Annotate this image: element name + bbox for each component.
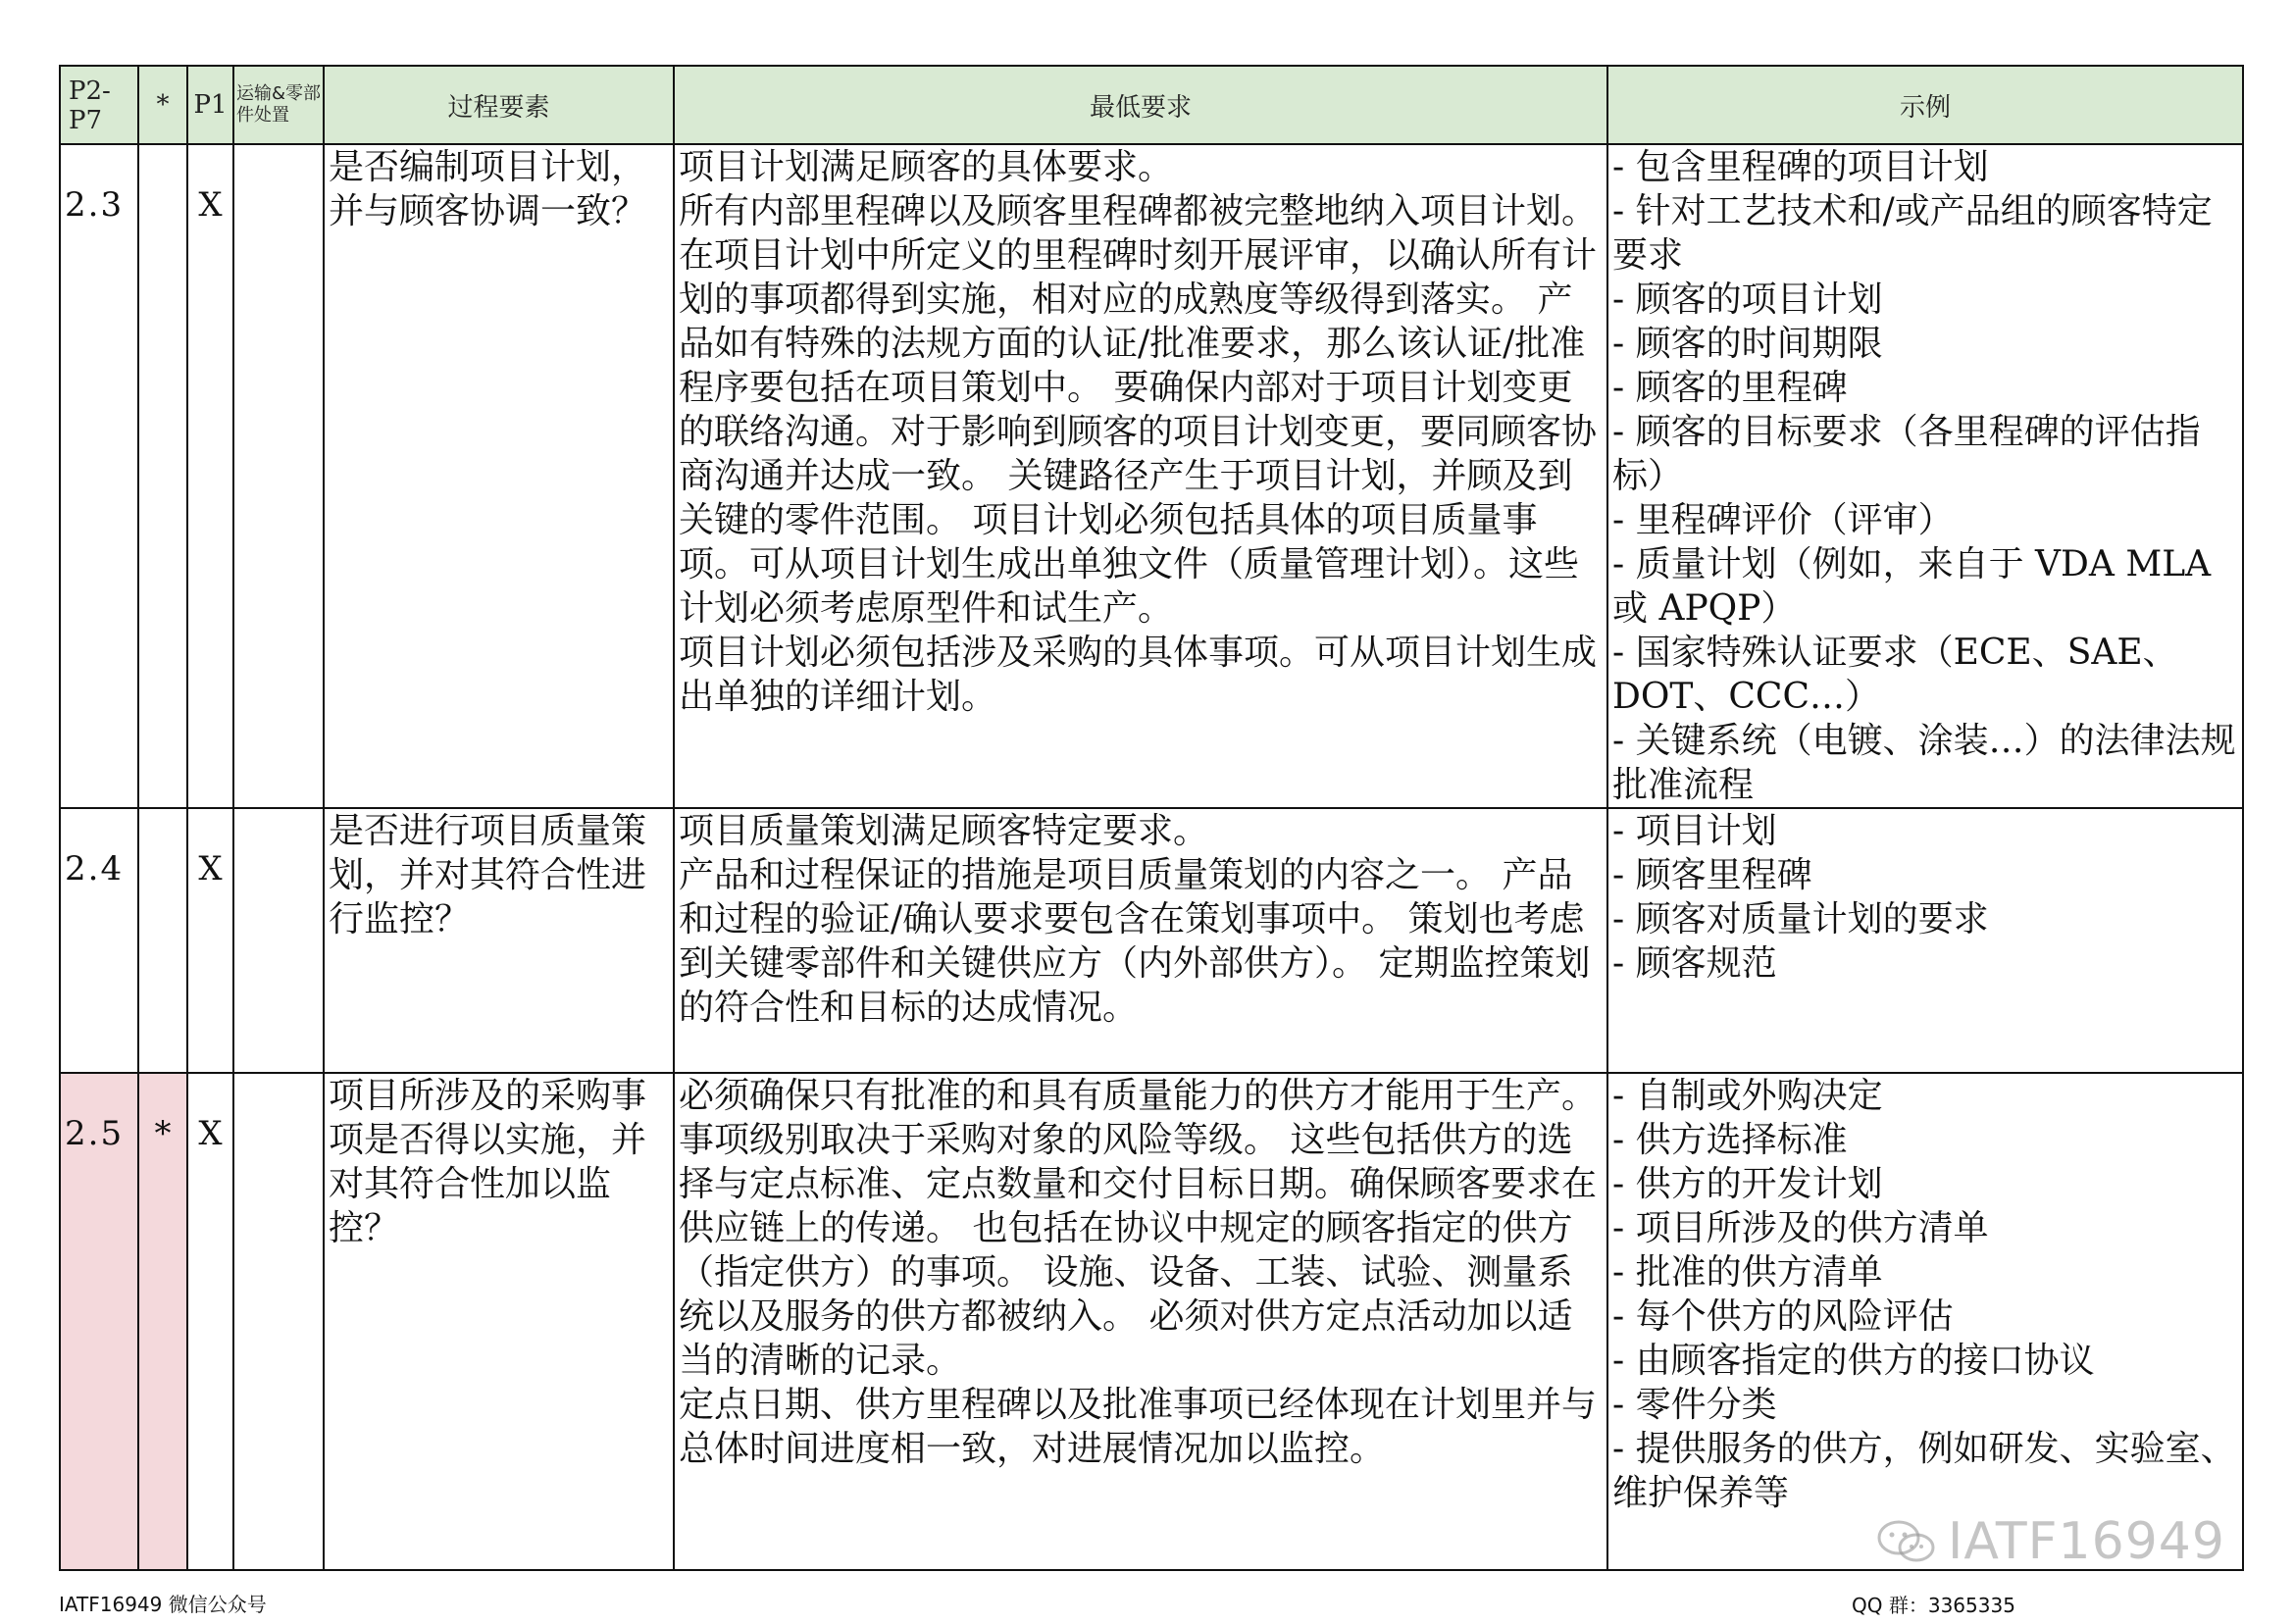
min-req-para: 产品和过程保证的措施是项目质量策划的内容之一。 产品和过程的验证/确认要求要包含在策划事项中。 策划也考虑到关键零部件和关键供应方（内外部供方）。 定期监控策划的符合性和目标的达成情况。 <box>679 855 1591 1028</box>
row-examples <box>1607 1073 2243 1570</box>
row-id: 2.5 <box>60 1073 138 1570</box>
example-item: - 每个供方的风险评估 <box>1612 1296 1954 1337</box>
footer-left: IATF16949 微信公众号 <box>59 1593 267 1616</box>
min-req-para: 事项级别取决于采购对象的风险等级。 这些包括供方的选择与定点标准、定点数量和交付目标日期。确保顾客要求在供应链上的传递。 也包括在协议中规定的顾客指定的供方（指定供方）的事项。 设施、设备、工装、试验、测量系统以及服务的供方都被纳入。 必须对供方定点活动加以适当的清晰的记录。 <box>679 1120 1598 1381</box>
row-process <box>324 1073 674 1570</box>
example-item: - 由顾客指定的供方的接口协议 <box>1612 1341 2095 1381</box>
example-item: - 零件分类 <box>1612 1385 1777 1425</box>
min-req-para: 项目质量策划满足顾客特定要求。 <box>679 811 1209 851</box>
table-header-row <box>60 66 2243 144</box>
row-p1: X <box>187 1073 233 1570</box>
header-process: 过程要素 <box>324 66 674 144</box>
example-item: - 顾客的里程碑 <box>1612 368 1848 408</box>
watermark-text: IATF16949 <box>1948 1512 2225 1571</box>
example-item: - 关键系统（电镀、涂装…）的法律法规批准流程 <box>1612 721 2236 805</box>
header-transport: 运输&零部件处置 <box>233 66 324 144</box>
wechat-icon <box>1875 1518 1938 1565</box>
min-req-para: 所有内部里程碑以及顾客里程碑都被完整地纳入项目计划。 在项目计划中所定义的里程碑时刻开展评审，以确认所有计划的事项都得到实施，相对应的成熟度等级得到落实。 产品如有特殊的法规方面的认证/批准要求，那么该认证/批准程序要包括在项目策划中。 要确保内部对于项目计划变更的联络沟通。对于影响到顾客的项目计划变更，要同顾客协商沟通并达成一致。 关键路径产生于项目计划，并顾及到关键的零件范围。 项目计划必须包括具体的项目质量事项。可从项目计划生成出单独文件（质量管理计划）。这些计划必须考虑原型件和试生产。 <box>679 191 1598 629</box>
example-item: - 供方的开发计划 <box>1612 1164 1883 1204</box>
row-p1: X <box>187 808 233 1073</box>
example-item: - 顾客的项目计划 <box>1612 279 1883 320</box>
header-p1: P1 <box>187 66 233 144</box>
audit-table <box>59 65 2244 1571</box>
example-item: - 针对工艺技术和/或产品组的顾客特定要求 <box>1612 191 2213 276</box>
row-examples <box>1607 808 2243 1073</box>
process-text: 是否编制项目计划，并与顾客协调一致？ <box>329 147 647 231</box>
example-item: - 项目计划 <box>1612 811 1777 851</box>
header-p2-p7: P2-P7 <box>60 66 138 144</box>
example-item: - 国家特殊认证要求（ECE、SAE、DOT、CCC…） <box>1612 633 2178 717</box>
row-id: 2.4 <box>60 808 138 1073</box>
example-item: - 顾客的目标要求（各里程碑的评估指标） <box>1612 412 2201 496</box>
row-min-req <box>674 144 1607 808</box>
min-req-para: 项目计划必须包括涉及采购的具体事项。可从项目计划生成出单独的详细计划。 <box>679 633 1598 717</box>
example-item: - 提供服务的供方，例如研发、实验室、维护保养等 <box>1612 1429 2236 1513</box>
min-req-para: 必须确保只有批准的和具有质量能力的供方才能用于生产。 <box>679 1076 1598 1116</box>
table-row <box>60 808 2243 1073</box>
row-transport <box>233 808 324 1073</box>
example-item: - 顾客里程碑 <box>1612 855 1812 895</box>
row-process <box>324 808 674 1073</box>
row-star <box>138 144 187 808</box>
row-p1: X <box>187 144 233 808</box>
header-example: 示例 <box>1607 66 2243 144</box>
min-req-para: 项目计划满足顾客的具体要求。 <box>679 147 1174 187</box>
process-text: 项目所涉及的采购事项是否得以实施，并对其符合性加以监控？ <box>329 1076 647 1248</box>
table-row <box>60 1073 2243 1570</box>
example-item: - 自制或外购决定 <box>1612 1076 1883 1116</box>
example-item: - 批准的供方清单 <box>1612 1252 1883 1293</box>
example-item: - 顾客对质量计划的要求 <box>1612 899 1989 939</box>
row-id: 2.3 <box>60 144 138 808</box>
row-min-req <box>674 1073 1607 1570</box>
table-row <box>60 144 2243 808</box>
row-process <box>324 144 674 808</box>
example-item: - 项目所涉及的供方清单 <box>1612 1208 1989 1248</box>
row-min-req <box>674 808 1607 1073</box>
example-item: - 供方选择标准 <box>1612 1120 1848 1160</box>
row-transport <box>233 144 324 808</box>
row-star <box>138 808 187 1073</box>
footer-right: QQ 群：3365335 <box>1852 1594 2015 1617</box>
header-min-req: 最低要求 <box>674 66 1607 144</box>
example-item: - 顾客的时间期限 <box>1612 324 1883 364</box>
example-item: - 包含里程碑的项目计划 <box>1612 147 1989 187</box>
watermark <box>1875 1512 2225 1571</box>
example-item: - 顾客规范 <box>1612 943 1777 984</box>
header-star: * <box>138 66 187 144</box>
row-star: * <box>138 1073 187 1570</box>
row-transport <box>233 1073 324 1570</box>
row-examples <box>1607 144 2243 808</box>
example-item: - 里程碑评价（评审） <box>1612 500 1954 540</box>
process-text: 是否进行项目质量策划，并对其符合性进行监控？ <box>329 811 647 939</box>
min-req-para: 定点日期、供方里程碑以及批准事项已经体现在计划里并与总体时间进度相一致，对进展情况加以监控。 <box>679 1385 1598 1469</box>
example-item: - 质量计划（例如，来自于 VDA MLA 或 APQP） <box>1612 544 2212 629</box>
